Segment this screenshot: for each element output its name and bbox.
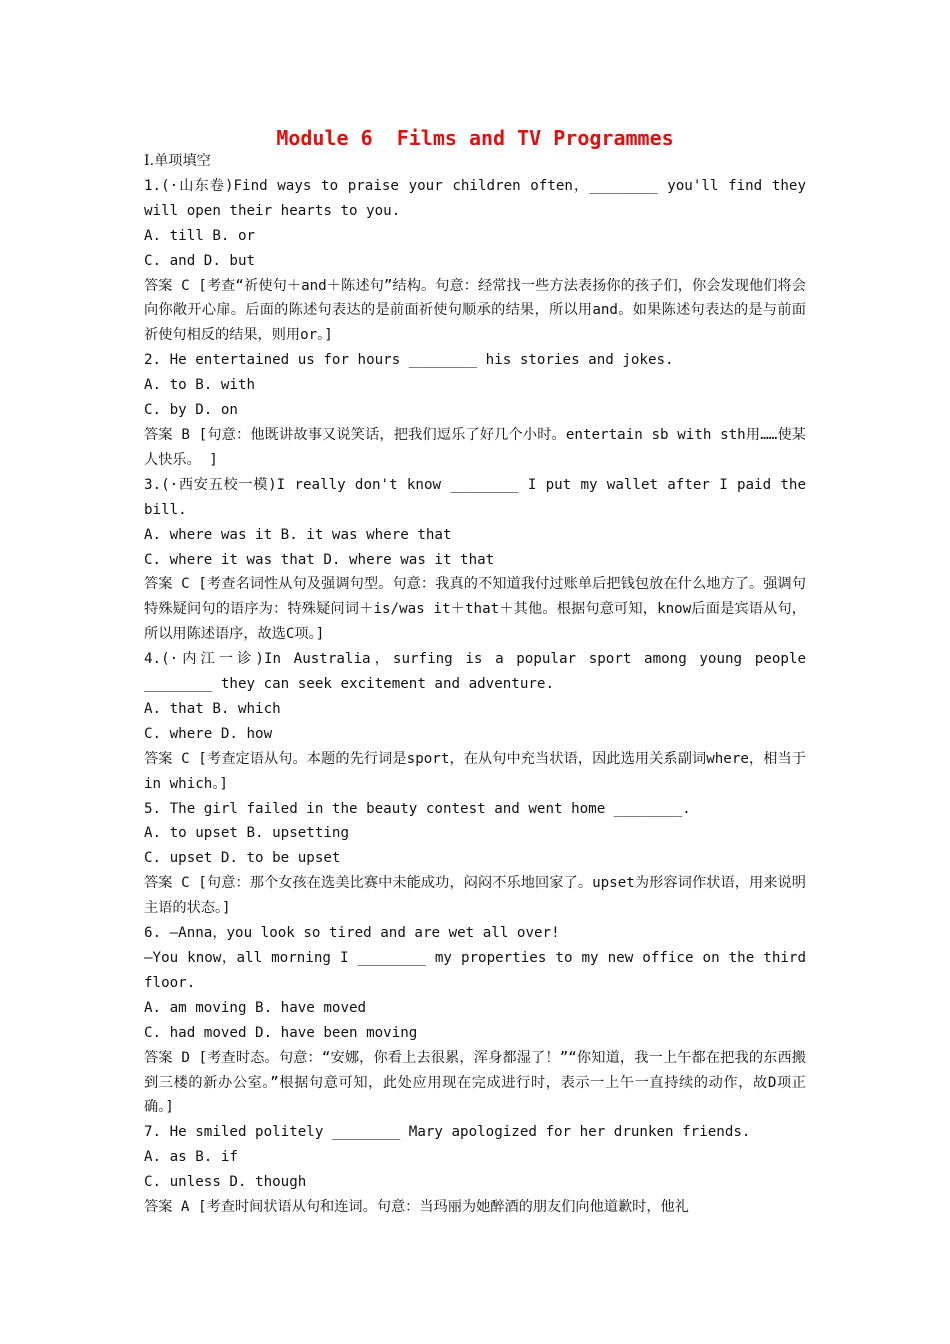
question-3 — [144, 473, 806, 647]
question-option: C. by D. on — [144, 402, 238, 419]
question-stem: 1.(·山东卷)Find ways to praise your children often，________ you'll find they will open their hearts to you. — [144, 177, 806, 219]
question-option: A. to B. with — [144, 377, 256, 394]
page-title: Module 6 Films and TV Programmes — [276, 126, 674, 150]
answer-explanation: 答案 C [考查名词性从句及强调句型。句意：我真的不知道我付过账单后把钱包放在什么地方了。强调句特殊疑问句的语序为：特殊疑问词＋is/was it＋that＋其他。根据句意可知，know后面是宾语从句，所以用陈述语序，故选C项。] — [144, 576, 806, 643]
question-option: A. am moving B. have moved — [144, 999, 367, 1016]
question-option: A. till B. or — [144, 227, 256, 244]
question-option: A. that B. which — [144, 700, 281, 717]
question-option: C. had moved D. have been moving — [144, 1024, 418, 1041]
document-body — [144, 149, 806, 1220]
question-2 — [144, 348, 806, 473]
question-option: C. upset D. to be upset — [144, 850, 341, 867]
question-option: C. and D. but — [144, 252, 256, 269]
question-stem-reply: —You know，all morning I ________ my properties to my new office on the third floor. — [144, 950, 806, 991]
question-option: A. to upset B. upsetting — [144, 825, 349, 842]
answer-explanation: 答案 C [考查定语从句。本题的先行词是sport，在从句中充当状语，因此选用关系副词where，相当于in which。] — [144, 750, 806, 792]
question-1 — [144, 174, 806, 348]
section-heading: I.单项填空 — [144, 153, 211, 169]
question-stem: 7. He smiled politely ________ Mary apologized for her drunken friends. — [144, 1124, 751, 1141]
question-6 — [144, 921, 806, 1120]
question-option: C. where it was that D. where was it that — [144, 551, 495, 568]
question-7 — [144, 1120, 806, 1220]
answer-explanation: 答案 C [句意：那个女孩在选美比赛中未能成功，闷闷不乐地回家了。upset为形容词作状语，用来说明主语的状态。] — [144, 875, 806, 917]
answer-explanation: 答案 A [考查时间状语从句和连词。句意：当玛丽为她醉酒的朋友们向他道歉时，他礼 — [144, 1199, 689, 1216]
answer-explanation: 答案 D [考查时态。句意：“安娜，你看上去很累，浑身都湿了！”“你知道，我一上午都在把我的东西搬到三楼的新办公室。”根据句意可知，此处应用现在完成进行时，表示一上午一直持续的动作，故D项正确。] — [144, 1049, 806, 1116]
question-4 — [144, 647, 806, 796]
question-option: C. unless D. though — [144, 1174, 307, 1191]
question-stem: 4.(·内江一诊)In Australia，surfing is a popular sport among young people ________ they can seek excitement and adventure. — [144, 651, 806, 693]
question-option: C. where D. how — [144, 725, 273, 742]
answer-explanation: 答案 B [句意：他既讲故事又说笑话，把我们逗乐了好几个小时。entertain sb with sth用……使某人快乐。 ] — [144, 426, 806, 468]
question-option: A. as B. if — [144, 1149, 238, 1166]
question-stem: 3.(·西安五校一模)I really don't know ________ I put my wallet after I paid the bill. — [144, 476, 806, 518]
question-stem: 5. The girl failed in the beauty contest and went home ________. — [144, 800, 691, 817]
question-option: A. where was it B. it was where that — [144, 526, 452, 543]
question-stem: 2. He entertained us for hours ________ his stories and jokes. — [144, 352, 674, 369]
question-5 — [144, 797, 806, 922]
question-stem: 6. —Anna，you look so tired and are wet all over! — [144, 925, 560, 942]
answer-explanation: 答案 C [考查“祈使句＋and＋陈述句”结构。句意：经常找一些方法表扬你的孩子们，你会发现他们将会向你敞开心扉。后面的陈述句表达的是前面祈使句顺承的结果，所以用and。如果陈述句表达的是与前面祈使句相反的结果，则用or。] — [144, 277, 806, 344]
